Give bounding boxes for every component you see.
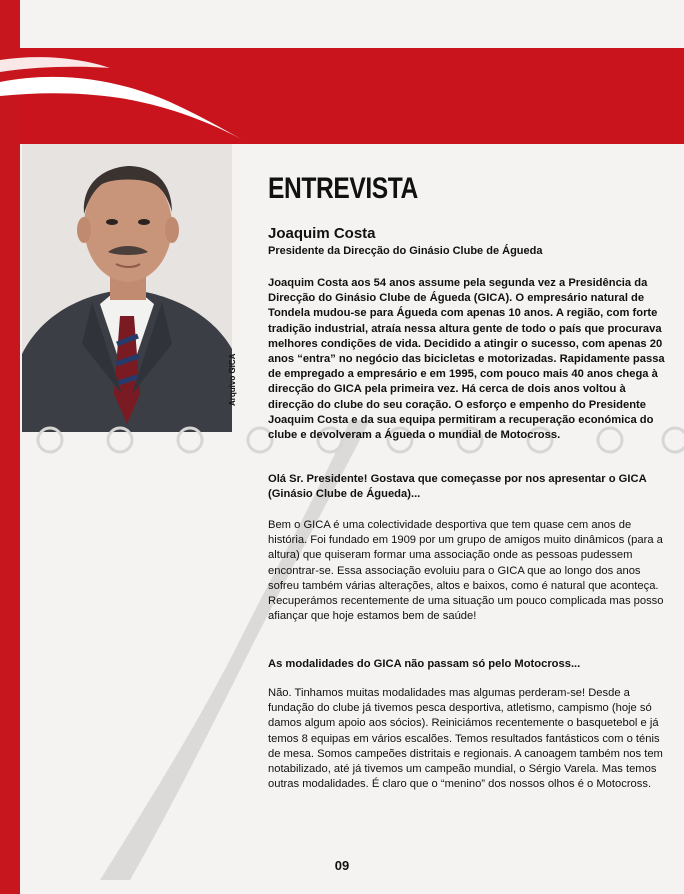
photo-credit: Arquivo GICA (228, 353, 237, 406)
intro-paragraph: Joaquim Costa aos 54 anos assume pela segunda vez a Presidência da Direcção do Ginásio Clube de Águeda (GICA). O empresário natural de Tondela mudou-se para Águeda com apenas 10 anos. A região, com forte tradição industrial, atraía nessa altura gente de todo o país que procurava melhores condições de vida. Decidido a atingir o sucesso, com apenas 20 anos “entra” no negócio das bicicletas e motorizadas. Rapidamente passa de empregado a empresário e em 1995, com pouco mais 40 anos chega à direcção do GICA pela primeira vez. Há cerca de dois anos voltou à direcção do clube do seu coração. O esforço e empenho do Presidente Joaquim Costa e da sua equipa permitiram a recuperação económica do clube e devolveram a Águeda o mundial de Motocross. (268, 277, 665, 442)
interviewee-role: Presidente da Direcção do Ginásio Clube de Águeda (268, 245, 543, 257)
interviewee-name: Joaquim Costa (268, 225, 376, 242)
answer-1: Bem o GICA é uma colectividade desportiva que tem quase cem anos de história. Foi fundado em 1909 por um grupo de amigos muito dinâmicos (para a altura) que quiseram formar uma associação onde as pessoas pudessem encontrar-se. Essa associação evoluiu para o GICA que ao longo dos anos sofreu também várias alterações, altos e baixos, como é natural que aconteça. Recuperámos recentemente de uma situação um pouco complicada mas posso afiançar que hoje estamos bem de saúde! (268, 519, 664, 623)
question-2: As modalidades do GICA não passam só pelo Motocross... (268, 658, 581, 670)
answer-2: Não. Tinhamos muitas modalidades mas algumas perderam-se! Desde a fundação do clube já tivemos pesca desportiva, atletismo, campismo (hoje só damos algum apoio aos sócios). Reiniciámos recentemente o basquetebol e já temos 8 equipas em vários escalões. Temos resultados fantásticos com o ténis de mesa. Somos campeões distritais e regionais. A canoagem também nos tem notabilizado, até já tivemos um campeão mundial, o Sérgio Varela. Mas temos outras modalidades. É claro que o “menino” dos nossos olhos é o Motocross. (268, 687, 663, 791)
portrait-photo (22, 144, 232, 432)
brush-swoosh-graphic (0, 40, 260, 150)
section-title: ENTREVISTA (268, 172, 418, 205)
page-number: 09 (334, 858, 350, 873)
portrait-illustration (22, 144, 232, 432)
question-1: Olá Sr. Presidente! Gostava que começasse por nos apresentar o GICA (Ginásio Clube de Águeda)... (268, 473, 647, 501)
